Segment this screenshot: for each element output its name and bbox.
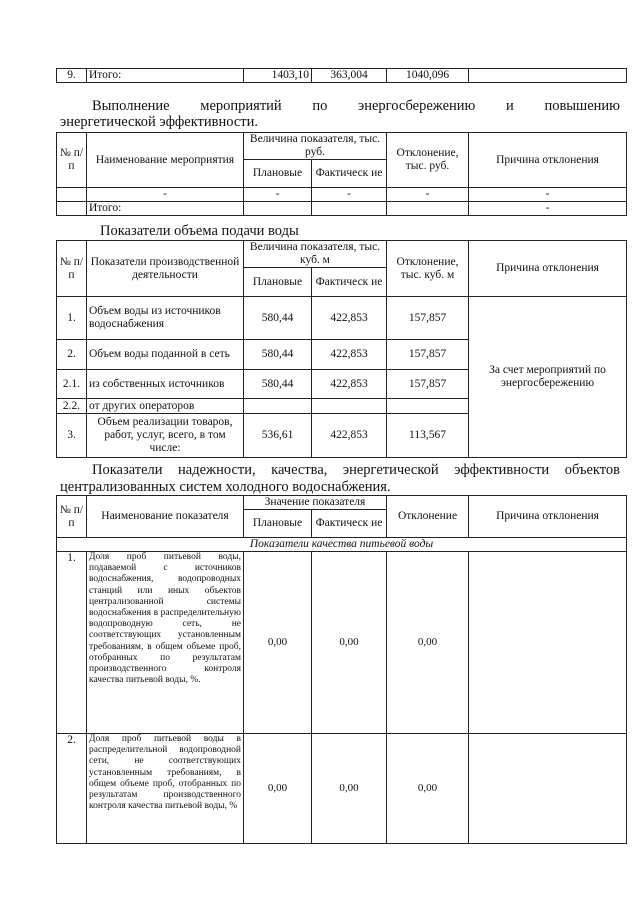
header-deviation: Отклонение, тыс. руб.: [387, 133, 469, 188]
header-name: Наименование мероприятия: [87, 133, 244, 188]
row-name: Объем реализации товаров, работ, услуг, всего, в том числе:: [87, 414, 244, 458]
row-name: Доля проб питьевой воды в распределительной водопроводной сети, не соответствующих установленным требованиям, в общем объеме проб, отобранных по результатам производственного контроля качества питьевой воды, %: [87, 734, 244, 844]
total-row: [57, 69, 627, 83]
header-value: Величина показателя, тыс. куб. м: [244, 241, 387, 268]
header-value: Величина показателя, тыс. руб.: [244, 133, 387, 160]
reason-value: [469, 734, 627, 844]
deviation-value: 1040,096: [387, 69, 469, 83]
deviation-value: 0,00: [387, 734, 469, 844]
fact-value: 0,00: [312, 552, 387, 734]
plan-value: 1403,10: [244, 69, 312, 83]
reason-value: [469, 552, 627, 734]
row-name: Объем воды из источников водоснабжения: [87, 297, 244, 340]
row-num: 3.: [57, 414, 87, 458]
plan-value: [244, 399, 312, 414]
plan-value: 580,44: [244, 340, 312, 370]
row-name: из собственных источников: [87, 370, 244, 399]
table-row: [57, 188, 627, 202]
deviation-value: [387, 399, 469, 414]
reliability-table: [56, 495, 627, 844]
row-name: Объем воды поданной в сеть: [87, 340, 244, 370]
fact-value: 422,853: [312, 297, 387, 340]
total-label: Итого:: [87, 202, 244, 216]
plan-value: 536,61: [244, 414, 312, 458]
deviation-value: 157,857: [387, 370, 469, 399]
reason-value: [469, 69, 627, 83]
header-plan: Плановые: [244, 268, 312, 297]
deviation-value: 113,567: [387, 414, 469, 458]
deviation-value: 0,00: [387, 552, 469, 734]
header-plan: Плановые: [244, 160, 312, 188]
plan-value: 0,00: [244, 552, 312, 734]
row-num: 2.2.: [57, 399, 87, 414]
row-name: от других операторов: [87, 399, 244, 414]
fact-value: -: [312, 188, 387, 202]
row-name: Доля проб питьевой воды, подаваемой с источников водоснабжения, водопроводных станций или иных объектов централизованной системы водоснабжения в распределительную водопроводную сеть, не соответствующих установленным требованиям, в общем объеме проб, отобранных по результатам производственного контроля качества питьевой воды, %.: [87, 552, 244, 734]
table-row: [57, 297, 627, 340]
total-row: [57, 202, 627, 216]
header-num: № п/п: [57, 241, 87, 297]
header-reason: Причина отклонения: [469, 241, 627, 297]
fact-value: 422,853: [312, 340, 387, 370]
header-num: № п/п: [57, 496, 87, 538]
deviation-value: 157,857: [387, 340, 469, 370]
fact-value: 363,004: [312, 69, 387, 83]
header-fact: Фактическ ие: [312, 160, 387, 188]
top-total-table: [56, 68, 627, 83]
fact-value: 422,853: [312, 370, 387, 399]
row-num: 1.: [57, 297, 87, 340]
section3-heading: Показатели надежности, качества, энергетической эффективности объектов: [92, 462, 620, 478]
row-name: -: [87, 188, 244, 202]
section3-heading-2: централизованных систем холодного водоснабжения.: [60, 479, 391, 495]
section1-heading: Выполнение мероприятий по энергосбережению и повышению: [92, 98, 620, 114]
header-fact: Фактическ ие: [312, 510, 387, 538]
reason-merged: За счет мероприятий по энергосбережению: [469, 297, 627, 458]
plan-value: -: [244, 188, 312, 202]
header-num: № п/п: [57, 133, 87, 188]
fact-value: 0,00: [312, 734, 387, 844]
plan-value: 580,44: [244, 370, 312, 399]
row-num: 1.: [57, 552, 87, 734]
header-fact: Фактическ ие: [312, 268, 387, 297]
header-plan: Плановые: [244, 510, 312, 538]
row-num: 2.1.: [57, 370, 87, 399]
section1-heading-2: энергетической эффективности.: [60, 114, 259, 130]
header-value: Значение показателя: [244, 496, 387, 510]
header-deviation: Отклонение, тыс. куб. м: [387, 241, 469, 297]
reason-value: -: [469, 188, 627, 202]
total-reason: -: [469, 202, 627, 216]
row-num: 2.: [57, 340, 87, 370]
plan-value: 580,44: [244, 297, 312, 340]
row-num: 9.: [57, 69, 87, 83]
header-deviation: Отклонение: [387, 496, 469, 538]
header-name: Наименование показателя: [87, 496, 244, 538]
water-supply-table: [56, 240, 627, 458]
table-row: [57, 552, 627, 734]
deviation-value: 157,857: [387, 297, 469, 340]
fact-value: 422,853: [312, 414, 387, 458]
quality-subheader: Показатели качества питьевой воды: [57, 538, 627, 552]
plan-value: 0,00: [244, 734, 312, 844]
energy-measures-table: [56, 132, 627, 216]
deviation-value: -: [387, 188, 469, 202]
header-name: Показатели производственной деятельности: [87, 241, 244, 297]
row-num: [57, 188, 87, 202]
header-reason: Причина отклонения: [469, 496, 627, 538]
header-reason: Причина отклонения: [469, 133, 627, 188]
row-num: 2.: [57, 734, 87, 844]
fact-value: [312, 399, 387, 414]
section2-heading: Показатели объема подачи воды: [100, 223, 299, 239]
table-row: [57, 734, 627, 844]
row-label: Итого:: [87, 69, 244, 83]
